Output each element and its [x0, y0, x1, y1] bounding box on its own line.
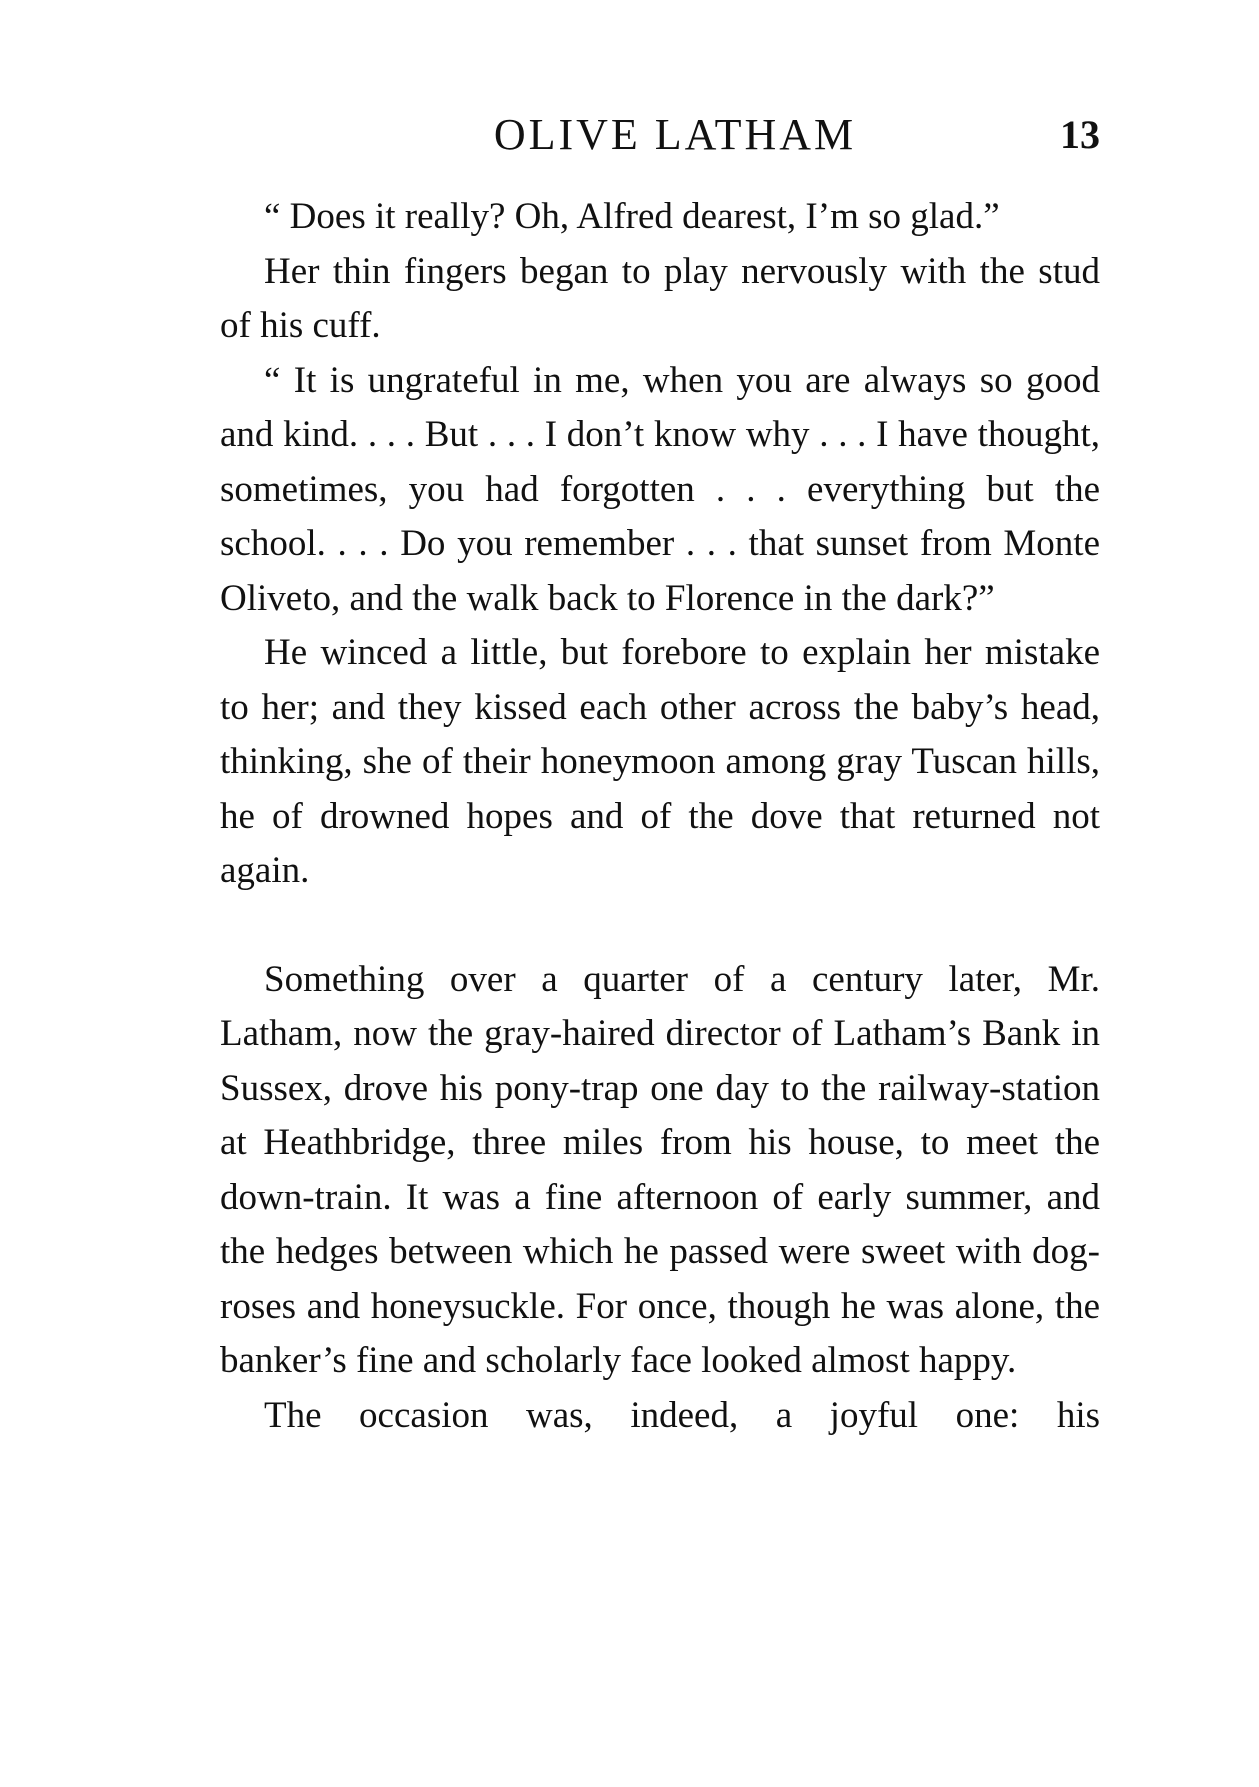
paragraph: The occasion was, indeed, a joyful one: his	[264, 1394, 1100, 1436]
paragraph: He winced a little, but forebore to explain her mistake to her; and they kissed each other across the baby’s head, thinking, she of their honeymoon among gray Tuscan hills, he of drowned hopes and of the dove that returned not again.	[220, 632, 1100, 891]
running-head	[220, 105, 1100, 165]
page-number: 13	[1060, 112, 1100, 157]
body-text	[220, 190, 1100, 1443]
paragraph: “ Does it really? Oh, Alfred dearest, I’m so glad.”	[264, 196, 1000, 237]
paragraph: Her thin fingers began to play nervously with the stud of his cuff.	[220, 250, 1100, 346]
paragraph: “ It is ungrateful in me, when you are always so good and kind. . . . But . . . I don’t know why . . . I have thought, sometimes, you had forgotten . . . everything but the school. . . . Do you remember . . . that sunset from Monte Oliveto, and the walk back to Florence in the dark?”	[220, 359, 1100, 619]
paragraph: Something over a quarter of a century later, Mr. Latham, now the gray-haired director of Latham’s Bank in Sussex, drove his pony-trap one day to the railway-station at Heathbridge, three miles from his house, to meet the down-train. It was a fine afternoon of early summer, and the hedges between which he passed were sweet with dog-roses and honeysuckle. For once, though he was alone, the banker’s fine and scholarly face looked almost happy.	[220, 958, 1100, 1381]
section-break	[220, 899, 1100, 953]
running-title: OLIVE LATHAM	[493, 110, 857, 159]
